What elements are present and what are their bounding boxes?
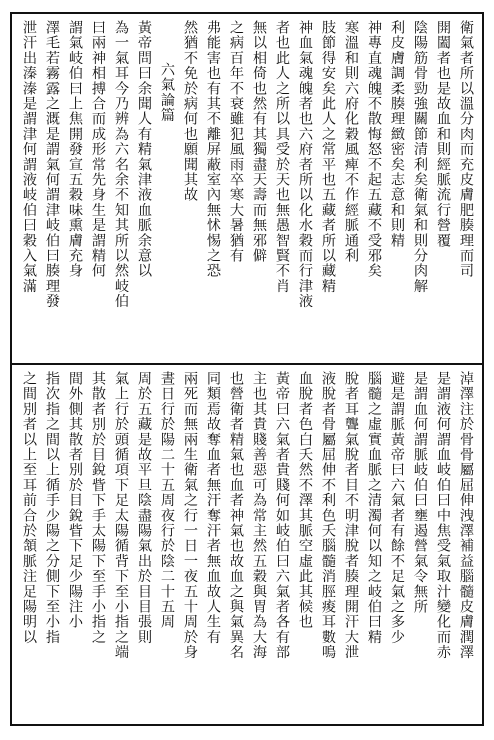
text-column: 衛氣者所以溫分肉而充皮膚肥腠理而司	[458, 20, 474, 279]
text-column: 主也其貴賤善惡可為常主然五穀與胃為大海	[251, 371, 267, 660]
text-column: 六氣論篇	[159, 62, 175, 123]
text-column: 同類焉故奪血者無汗奪汗者無血故人生有	[205, 371, 221, 645]
text-column: 晝日行於陽二十五周夜行於陰二十五周	[159, 371, 175, 630]
text-column: 避是謂脈黃帝曰六氣者有餘不足氣之多少	[389, 371, 405, 645]
text-column: 血脫者色白夭然不澤其脈空虛此其候也	[297, 371, 313, 630]
text-column: 也營衛者精氣也血者神氣也故血之與氣異名	[228, 371, 244, 660]
text-column: 其散者別於目銳眥下手太陽下至手小指之	[90, 371, 106, 645]
text-column: 無以相倚也然有其獨盡天壽而無邪僻	[251, 20, 267, 264]
text-column: 之間別者以上至耳前合於頷脈注足陽明以	[21, 371, 37, 645]
text-column: 為一氣耳今乃辨為六名余不知其所以然岐伯	[113, 20, 129, 309]
text-column: 弗能害也有其不離屏蔽室內無怵惕之恐	[205, 20, 221, 279]
text-column: 兩死而無兩生衛氣之行一日一夜五十周於身	[182, 371, 198, 660]
text-column: 周於五藏是故平旦陰盡陽氣出於目目張則	[136, 371, 152, 645]
lower-text-columns	[18, 371, 476, 708]
text-column: 是謂液何謂血岐伯曰中焦受氣取汁變化而赤	[435, 371, 451, 660]
text-column: 淖澤注於骨骨屬屈伸洩澤補益腦髓皮膚潤澤	[458, 371, 474, 660]
text-column: 然猶不免於病何也願聞其故	[182, 20, 198, 203]
text-column: 之病百年不衰雖犯風雨卒寒大暑猶有	[228, 20, 244, 264]
text-column: 液脫者骨屬屈伸不利色夭腦髓消脛痠耳數鳴	[320, 371, 336, 660]
text-column: 黃帝問曰余聞人有精氣津液血脈余意以	[136, 20, 152, 279]
text-column: 指次指之間以上循手少陽之分側下至小指	[44, 371, 60, 645]
text-column: 脫者耳聾氣脫者目不明津脫者腠理開汗大泄	[343, 371, 359, 660]
text-column: 泄汗出溱溱是謂津何謂液岐伯曰穀入氣滿	[21, 20, 37, 294]
text-column: 寒溫和則六府化穀風痺不作經脈通利	[343, 20, 359, 264]
page-border	[10, 12, 484, 726]
text-column: 開闔者也是故血和則經脈流行營覆	[435, 20, 451, 248]
upper-register	[12, 14, 482, 365]
text-column: 肢節得安矣此人之常平也五藏者所以藏精	[320, 20, 336, 294]
text-column: 利皮膚調柔腠理緻密矣志意和則精	[389, 20, 405, 248]
text-column: 腦髓之虛實血脈之清濁何以知之岐伯曰精	[366, 371, 382, 645]
text-column: 神血氣魂魄者也六府者所以化水穀而行津液	[297, 20, 313, 309]
upper-text-columns	[18, 20, 476, 357]
text-column: 黃帝曰六氣者貴賤何如岐伯曰六氣者各有部	[274, 371, 290, 660]
text-column: 謂氣岐伯曰上焦開發宣五穀味熏膚充身	[67, 20, 83, 279]
text-column: 間外側其散者別於目銳眥下足少陽注小	[67, 371, 83, 630]
text-column: 者也此人之所以具受於天也無愚智賢不肖	[274, 20, 290, 294]
text-column: 曰兩神相搏合而成形常先身生是謂精何	[90, 20, 106, 279]
text-column: 澤毛若霧露之溉是謂氣何謂津岐伯曰腠理發	[44, 20, 60, 309]
text-column: 神專直魂魄不散悔怒不起五藏不受邪矣	[366, 20, 382, 279]
lower-register	[12, 365, 482, 714]
text-column: 氣上行於頭循項下足太陽循背下至小指之端	[113, 371, 129, 660]
text-column: 陰陽筋骨勁強關節清利矣衛氣和則分肉解	[412, 20, 428, 294]
text-column: 是謂血何謂脈岐伯曰壅遏營氣令無所	[412, 371, 428, 615]
